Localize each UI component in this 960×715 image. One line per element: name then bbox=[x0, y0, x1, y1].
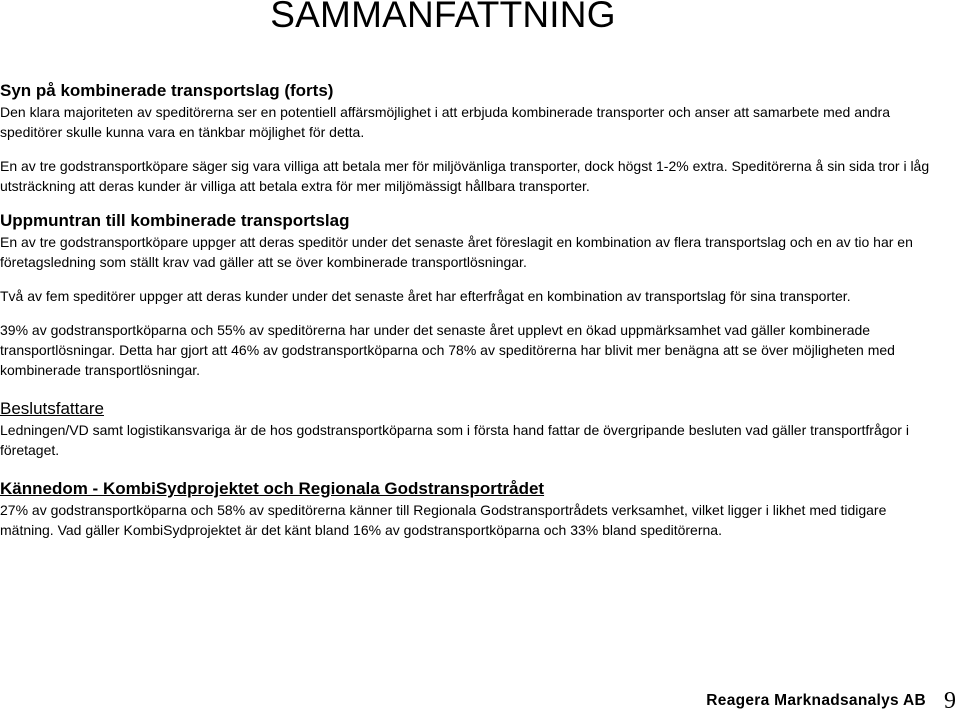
footer-company-name: Reagera Marknadsanalys AB bbox=[706, 692, 926, 709]
page-title: SAMMANFATTNING bbox=[270, 0, 616, 35]
paragraph: En av tre godstransportköpare uppger att deras speditör under det senaste året föreslagit en kombination av flera transportslag och en av tio har en företagsledning som ställt krav vad gäller att se över kombinerade transportlösningar. bbox=[0, 234, 913, 270]
paragraph: Den klara majoriteten av speditörerna ser en potentiell affärsmöjlighet i att erbjuda kombinerade transporter och anser att samarbete med andra speditörer skulle kunna vara en tänkbar möjlighet för detta. bbox=[0, 104, 891, 140]
paragraph: 27% av godstransportköparna och 58% av speditörerna känner till Regionala Godstransportrådets verksamhet, vilket ligger i likhet med tidigare mätning. Vad gäller KombiSydprojektet är det känt bland 16% av godstransportköparna och 33% bland speditörerna. bbox=[0, 502, 887, 538]
section-heading-awareness: Kännedom - KombiSydprojektet och Regionala Godstransportrådet bbox=[0, 479, 545, 498]
section-heading-decision-makers: Beslutsfattare bbox=[0, 399, 104, 418]
paragraph: Två av fem speditörer uppger att deras kunder under det senaste året har efterfrågat en kombination av transportslag för sina transporter. bbox=[0, 288, 851, 304]
page-number: 9 bbox=[944, 688, 956, 714]
paragraph: En av tre godstransportköpare säger sig vara villiga att betala mer för miljövänliga transporter, dock högst 1-2% extra. Speditörerna å sin sida tror i låg utsträckning att deras kunder är villiga att betala extra för mer miljömässigt hållbara transporter. bbox=[0, 158, 930, 194]
summary-content bbox=[0, 80, 930, 540]
paragraph: 39% av godstransportköparna och 55% av speditörerna har under det senaste året upplevt en ökad uppmärksamhet vad gäller kombinerade transportlösningar. Detta har gjort att 46% av godstransportköparna och 78% av speditörerna har blivit mer benägna att se över möjligheten med kombinerade transportlösningar. bbox=[0, 322, 895, 378]
section-heading-encouragement: Uppmuntran till kombinerade transportslag bbox=[0, 211, 350, 230]
section-heading-combined-transport-view: Syn på kombinerade transportslag (forts) bbox=[0, 81, 334, 100]
paragraph: Ledningen/VD samt logistikansvariga är de hos godstransportköparna som i första hand fattar de övergripande besluten vad gäller transportfrågor i företaget. bbox=[0, 422, 909, 458]
